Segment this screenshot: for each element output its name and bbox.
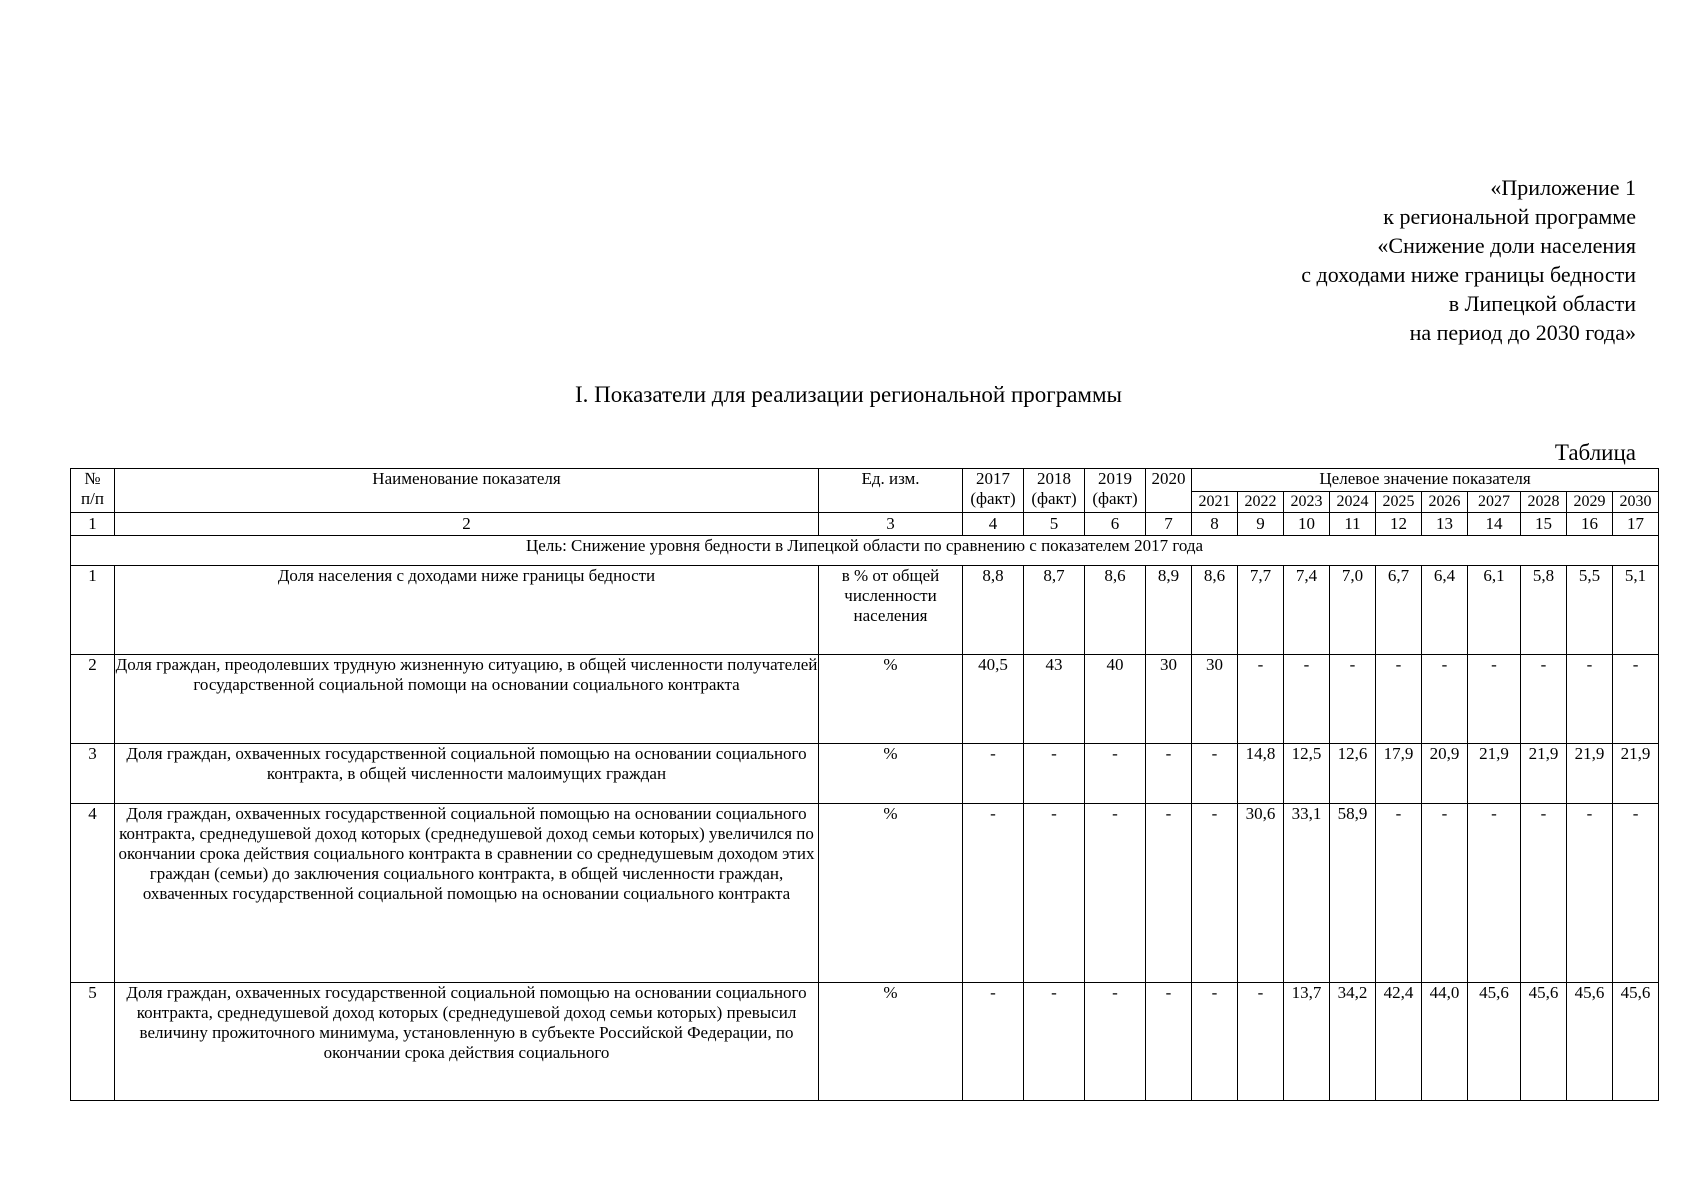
- column-number: 13: [1422, 513, 1468, 536]
- indicator-value: 30: [1192, 655, 1238, 744]
- indicator-value: 40,5: [963, 655, 1024, 744]
- column-number-row: [71, 513, 1659, 536]
- column-number: 8: [1192, 513, 1238, 536]
- header-target-year: 2028: [1521, 492, 1567, 513]
- indicator-value: -: [1521, 655, 1567, 744]
- indicator-value: 45,6: [1567, 983, 1613, 1101]
- indicator-unit: %: [819, 983, 963, 1101]
- header-2020: 2020: [1146, 469, 1192, 513]
- indicator-value: 20,9: [1422, 744, 1468, 804]
- indicator-value: -: [1192, 744, 1238, 804]
- indicator-name: Доля граждан, охваченных государственной социальной помощью на основании социального контракта, в общей численности малоимущих граждан: [115, 744, 819, 804]
- indicator-value: -: [1085, 744, 1146, 804]
- indicator-unit: в % от общей численности населения: [819, 566, 963, 655]
- indicator-value: 43: [1024, 655, 1085, 744]
- appendix-line: с доходами ниже границы бедности: [1301, 262, 1636, 287]
- indicator-value: -: [1376, 655, 1422, 744]
- table-row: [71, 983, 1659, 1101]
- column-number: 1: [71, 513, 115, 536]
- indicator-value: -: [1024, 804, 1085, 983]
- indicator-value: 21,9: [1521, 744, 1567, 804]
- indicator-value: -: [1376, 804, 1422, 983]
- indicator-value: -: [963, 744, 1024, 804]
- indicator-unit: %: [819, 804, 963, 983]
- table-row: [71, 655, 1659, 744]
- table-row: [71, 804, 1659, 983]
- indicator-value: 6,1: [1468, 566, 1521, 655]
- column-number: 14: [1468, 513, 1521, 536]
- indicators-table: [70, 468, 1659, 1101]
- appendix-line: «Снижение доли населения: [1377, 233, 1636, 258]
- header-target: Целевое значение показателя: [1192, 469, 1659, 492]
- column-number: 11: [1330, 513, 1376, 536]
- indicator-value: 7,7: [1238, 566, 1284, 655]
- section-title: I. Показатели для реализации региональной программы: [575, 382, 1122, 407]
- column-number: 5: [1024, 513, 1085, 536]
- appendix-line: «Приложение 1: [1490, 175, 1636, 200]
- header-unit: Ед. изм.: [819, 469, 963, 513]
- indicator-value: -: [1468, 804, 1521, 983]
- column-number: 6: [1085, 513, 1146, 536]
- indicator-value: 45,6: [1613, 983, 1659, 1101]
- appendix-line: на период до 2030 года»: [1409, 320, 1636, 345]
- row-number: 5: [71, 983, 115, 1101]
- goal-row: [71, 536, 1659, 566]
- indicator-value: -: [1238, 655, 1284, 744]
- indicator-value: 30: [1146, 655, 1192, 744]
- indicator-value: 30,6: [1238, 804, 1284, 983]
- column-number: 17: [1613, 513, 1659, 536]
- row-number: 2: [71, 655, 115, 744]
- indicator-name: Доля граждан, преодолевших трудную жизненную ситуацию, в общей численности получателей государственной социальной помощи на основании социального контракта: [115, 655, 819, 744]
- indicator-value: 13,7: [1284, 983, 1330, 1101]
- column-number: 12: [1376, 513, 1422, 536]
- indicator-value: -: [1024, 983, 1085, 1101]
- header-2017: 2017 (факт): [963, 469, 1024, 513]
- indicator-rows: [71, 566, 1659, 1101]
- indicator-unit: %: [819, 655, 963, 744]
- header-target-year: 2023: [1284, 492, 1330, 513]
- header-target-year: 2022: [1238, 492, 1284, 513]
- indicator-value: -: [1238, 983, 1284, 1101]
- indicator-value: -: [1085, 983, 1146, 1101]
- indicator-unit: %: [819, 744, 963, 804]
- indicator-value: 45,6: [1468, 983, 1521, 1101]
- appendix-heading: [1301, 173, 1636, 347]
- indicator-value: -: [1146, 983, 1192, 1101]
- table-row: [71, 566, 1659, 655]
- indicator-value: 6,7: [1376, 566, 1422, 655]
- indicator-value: -: [1521, 804, 1567, 983]
- header-name: Наименование показателя: [115, 469, 819, 513]
- goal-text: Цель: Снижение уровня бедности в Липецкой области по сравнению с показателем 2017 года: [71, 536, 1659, 566]
- header-target-year: 2027: [1468, 492, 1521, 513]
- indicator-value: -: [1146, 744, 1192, 804]
- header-target-year: 2025: [1376, 492, 1422, 513]
- header-2019: 2019 (факт): [1085, 469, 1146, 513]
- header-target-year: 2030: [1613, 492, 1659, 513]
- indicator-value: 7,0: [1330, 566, 1376, 655]
- row-number: 3: [71, 744, 115, 804]
- column-number: 9: [1238, 513, 1284, 536]
- table-row: [71, 744, 1659, 804]
- row-number: 4: [71, 804, 115, 983]
- indicator-value: -: [1192, 983, 1238, 1101]
- indicator-value: 12,5: [1284, 744, 1330, 804]
- indicator-name: Доля граждан, охваченных государственной социальной помощью на основании социального контракта, среднедушевой доход которых (среднедушевой доход семьи которых) превысил величину прожиточного минимума, установленную в субъекте Российской Федерации, по окончании срока действия социального: [115, 983, 819, 1101]
- indicator-value: 6,4: [1422, 566, 1468, 655]
- header-2018: 2018 (факт): [1024, 469, 1085, 513]
- indicator-value: -: [1284, 655, 1330, 744]
- indicator-value: 7,4: [1284, 566, 1330, 655]
- indicator-value: 8,7: [1024, 566, 1085, 655]
- indicator-value: -: [1613, 804, 1659, 983]
- column-number: 3: [819, 513, 963, 536]
- header-target-year: 2026: [1422, 492, 1468, 513]
- table-caption: Таблица: [1554, 440, 1636, 465]
- appendix-line: в Липецкой области: [1448, 291, 1636, 316]
- indicator-value: -: [1567, 804, 1613, 983]
- indicator-value: 45,6: [1521, 983, 1567, 1101]
- indicator-value: 21,9: [1567, 744, 1613, 804]
- header-target-year: 2021: [1192, 492, 1238, 513]
- indicator-name: Доля населения с доходами ниже границы бедности: [115, 566, 819, 655]
- column-number: 2: [115, 513, 819, 536]
- indicator-value: -: [1422, 655, 1468, 744]
- column-number: 15: [1521, 513, 1567, 536]
- column-number: 16: [1567, 513, 1613, 536]
- header-target-year: 2029: [1567, 492, 1613, 513]
- indicator-value: -: [1422, 804, 1468, 983]
- column-number: 4: [963, 513, 1024, 536]
- indicator-value: 58,9: [1330, 804, 1376, 983]
- indicator-name: Доля граждан, охваченных государственной социальной помощью на основании социального контракта, среднедушевой доход которых (среднедушевой доход семьи которых) увеличился по окончании срока действия социального контракта в сравнении со среднедушевым доходом этих граждан (семьи) до заключения социального контракта, в общей численности граждан, охваченных государственной социальной помощью на основании социального контракта: [115, 804, 819, 983]
- indicator-value: 5,1: [1613, 566, 1659, 655]
- indicator-value: 8,9: [1146, 566, 1192, 655]
- indicator-value: -: [1613, 655, 1659, 744]
- indicator-value: -: [1192, 804, 1238, 983]
- indicator-value: 8,6: [1192, 566, 1238, 655]
- indicator-value: -: [963, 983, 1024, 1101]
- indicator-value: 5,5: [1567, 566, 1613, 655]
- indicator-value: 17,9: [1376, 744, 1422, 804]
- appendix-line: к региональной программе: [1383, 204, 1636, 229]
- indicator-value: -: [1085, 804, 1146, 983]
- indicator-value: -: [1024, 744, 1085, 804]
- indicator-value: 8,6: [1085, 566, 1146, 655]
- indicator-value: 5,8: [1521, 566, 1567, 655]
- indicator-value: 21,9: [1613, 744, 1659, 804]
- indicator-value: -: [963, 804, 1024, 983]
- indicator-value: -: [1146, 804, 1192, 983]
- indicator-value: -: [1567, 655, 1613, 744]
- indicator-value: 34,2: [1330, 983, 1376, 1101]
- indicator-value: 44,0: [1422, 983, 1468, 1101]
- indicator-value: 8,8: [963, 566, 1024, 655]
- row-number: 1: [71, 566, 115, 655]
- column-number: 7: [1146, 513, 1192, 536]
- indicator-value: 40: [1085, 655, 1146, 744]
- indicator-value: 42,4: [1376, 983, 1422, 1101]
- header-row: [71, 469, 1659, 492]
- header-target-year: 2024: [1330, 492, 1376, 513]
- indicator-value: 12,6: [1330, 744, 1376, 804]
- indicator-value: 33,1: [1284, 804, 1330, 983]
- indicator-value: 21,9: [1468, 744, 1521, 804]
- indicator-value: -: [1330, 655, 1376, 744]
- header-num: № п/п: [71, 469, 115, 513]
- indicator-value: 14,8: [1238, 744, 1284, 804]
- column-number: 10: [1284, 513, 1330, 536]
- indicator-value: -: [1468, 655, 1521, 744]
